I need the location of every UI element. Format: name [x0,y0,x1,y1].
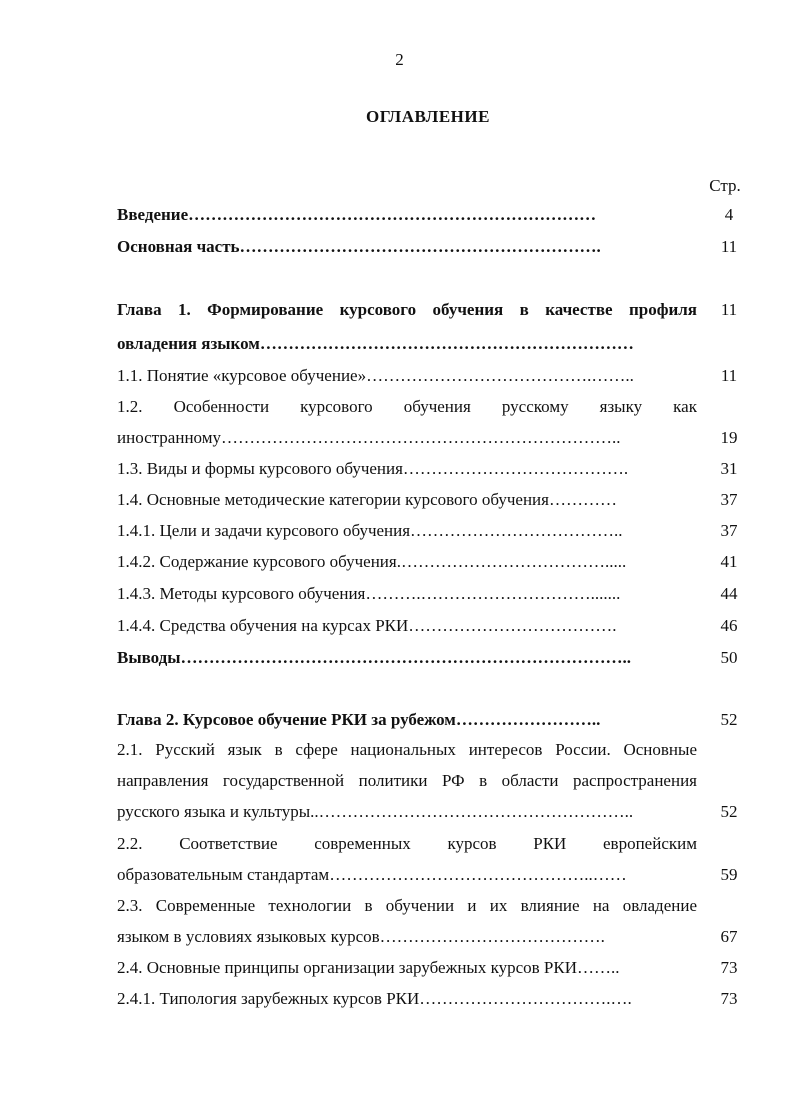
toc-entry-section: 1.4. Основные методические категории курсового обучения………… [117,490,617,509]
page-number: 2 [395,50,404,69]
toc-entry-section-continued: образовательным стандартам………………………………………..…… [117,865,627,884]
toc-page-number: 31 [720,459,738,478]
toc-page-number: 50 [720,648,738,667]
toc-page-number: 52 [720,802,738,821]
toc-page-number: 67 [720,927,738,946]
toc-entry-main-part: Основная часть………………………………………………………. [117,237,601,256]
toc-entry-section: 1.1. Понятие «курсовое обучение»………………………………….…….. [117,366,634,385]
toc-entry-section: 2.2. Соответствие современных курсов РКИ европейским [117,834,697,853]
toc-entry-subsection: 1.4.4. Средства обучения на курсах РКИ………………………………. [117,616,617,635]
toc-entry-section-continued: языком в условиях языковых курсов…………………………………. [117,927,605,946]
toc-entry-chapter-1-continued: овладения языком………………………………………………………… [117,334,634,353]
toc-page-number: 11 [720,300,738,319]
toc-entry-conclusions: Выводы…………………………………………………………………….. [117,648,632,667]
toc-page-number: 44 [720,584,738,603]
toc-entry-section-continued: иностранному…………………………………………………………….. [117,428,621,447]
toc-entry-subsection: 1.4.2. Содержание курсового обучения.………………………………..... [117,552,627,571]
toc-entry-chapter-2: Глава 2. Курсовое обучение РКИ за рубежом…………………….. [117,710,601,729]
toc-page-number: 37 [720,490,738,509]
toc-page-number: 59 [720,865,738,884]
toc-entry-section: 2.3. Современные технологии в обучении и их влияние на овладение [117,896,697,915]
toc-page-number: 37 [720,521,738,540]
toc-entry-section: 1.2. Особенности курсового обучения русскому языку как [117,397,697,416]
toc-entry-subsection: 1.4.3. Методы курсового обучения……….…………………………....... [117,584,621,603]
toc-page-number: 4 [724,205,734,224]
toc-entry-section: 2.1. Русский язык в сфере национальных интересов России. Основные [117,740,697,759]
toc-entry-subsection: 1.4.1. Цели и задачи курсового обучения……………………………….. [117,521,623,540]
toc-page-number: 73 [720,989,738,1008]
toc-entry-section-continued: русского языка и культуры..……………………………………………….. [117,802,634,821]
toc-page-number: 73 [720,958,738,977]
toc-page-number: 52 [720,710,738,729]
toc-entry-section-continued: направления государственной политики РФ в области распространения [117,771,697,790]
toc-page-number: 46 [720,616,738,635]
toc-page-number: 19 [720,428,738,447]
toc-page-number: 11 [720,237,738,256]
toc-entry-section: 1.3. Виды и формы курсового обучения…………………………………. [117,459,629,478]
toc-page-number: 11 [720,366,738,385]
toc-entry-subsection: 2.4.1. Типология зарубежных курсов РКИ…………………………….…. [117,989,632,1008]
toc-page-number: 41 [720,552,738,571]
page-title: ОГЛАВЛЕНИЕ [366,107,490,126]
page-column-header: Стр. [709,176,741,195]
toc-entry-chapter-1: Глава 1. Формирование курсового обучения в качестве профиля [117,300,697,319]
toc-entry-section: 2.4. Основные принципы организации зарубежных курсов РКИ…….. [117,958,620,977]
toc-entry-introduction: Введение……………………………………………………………… [117,205,597,224]
